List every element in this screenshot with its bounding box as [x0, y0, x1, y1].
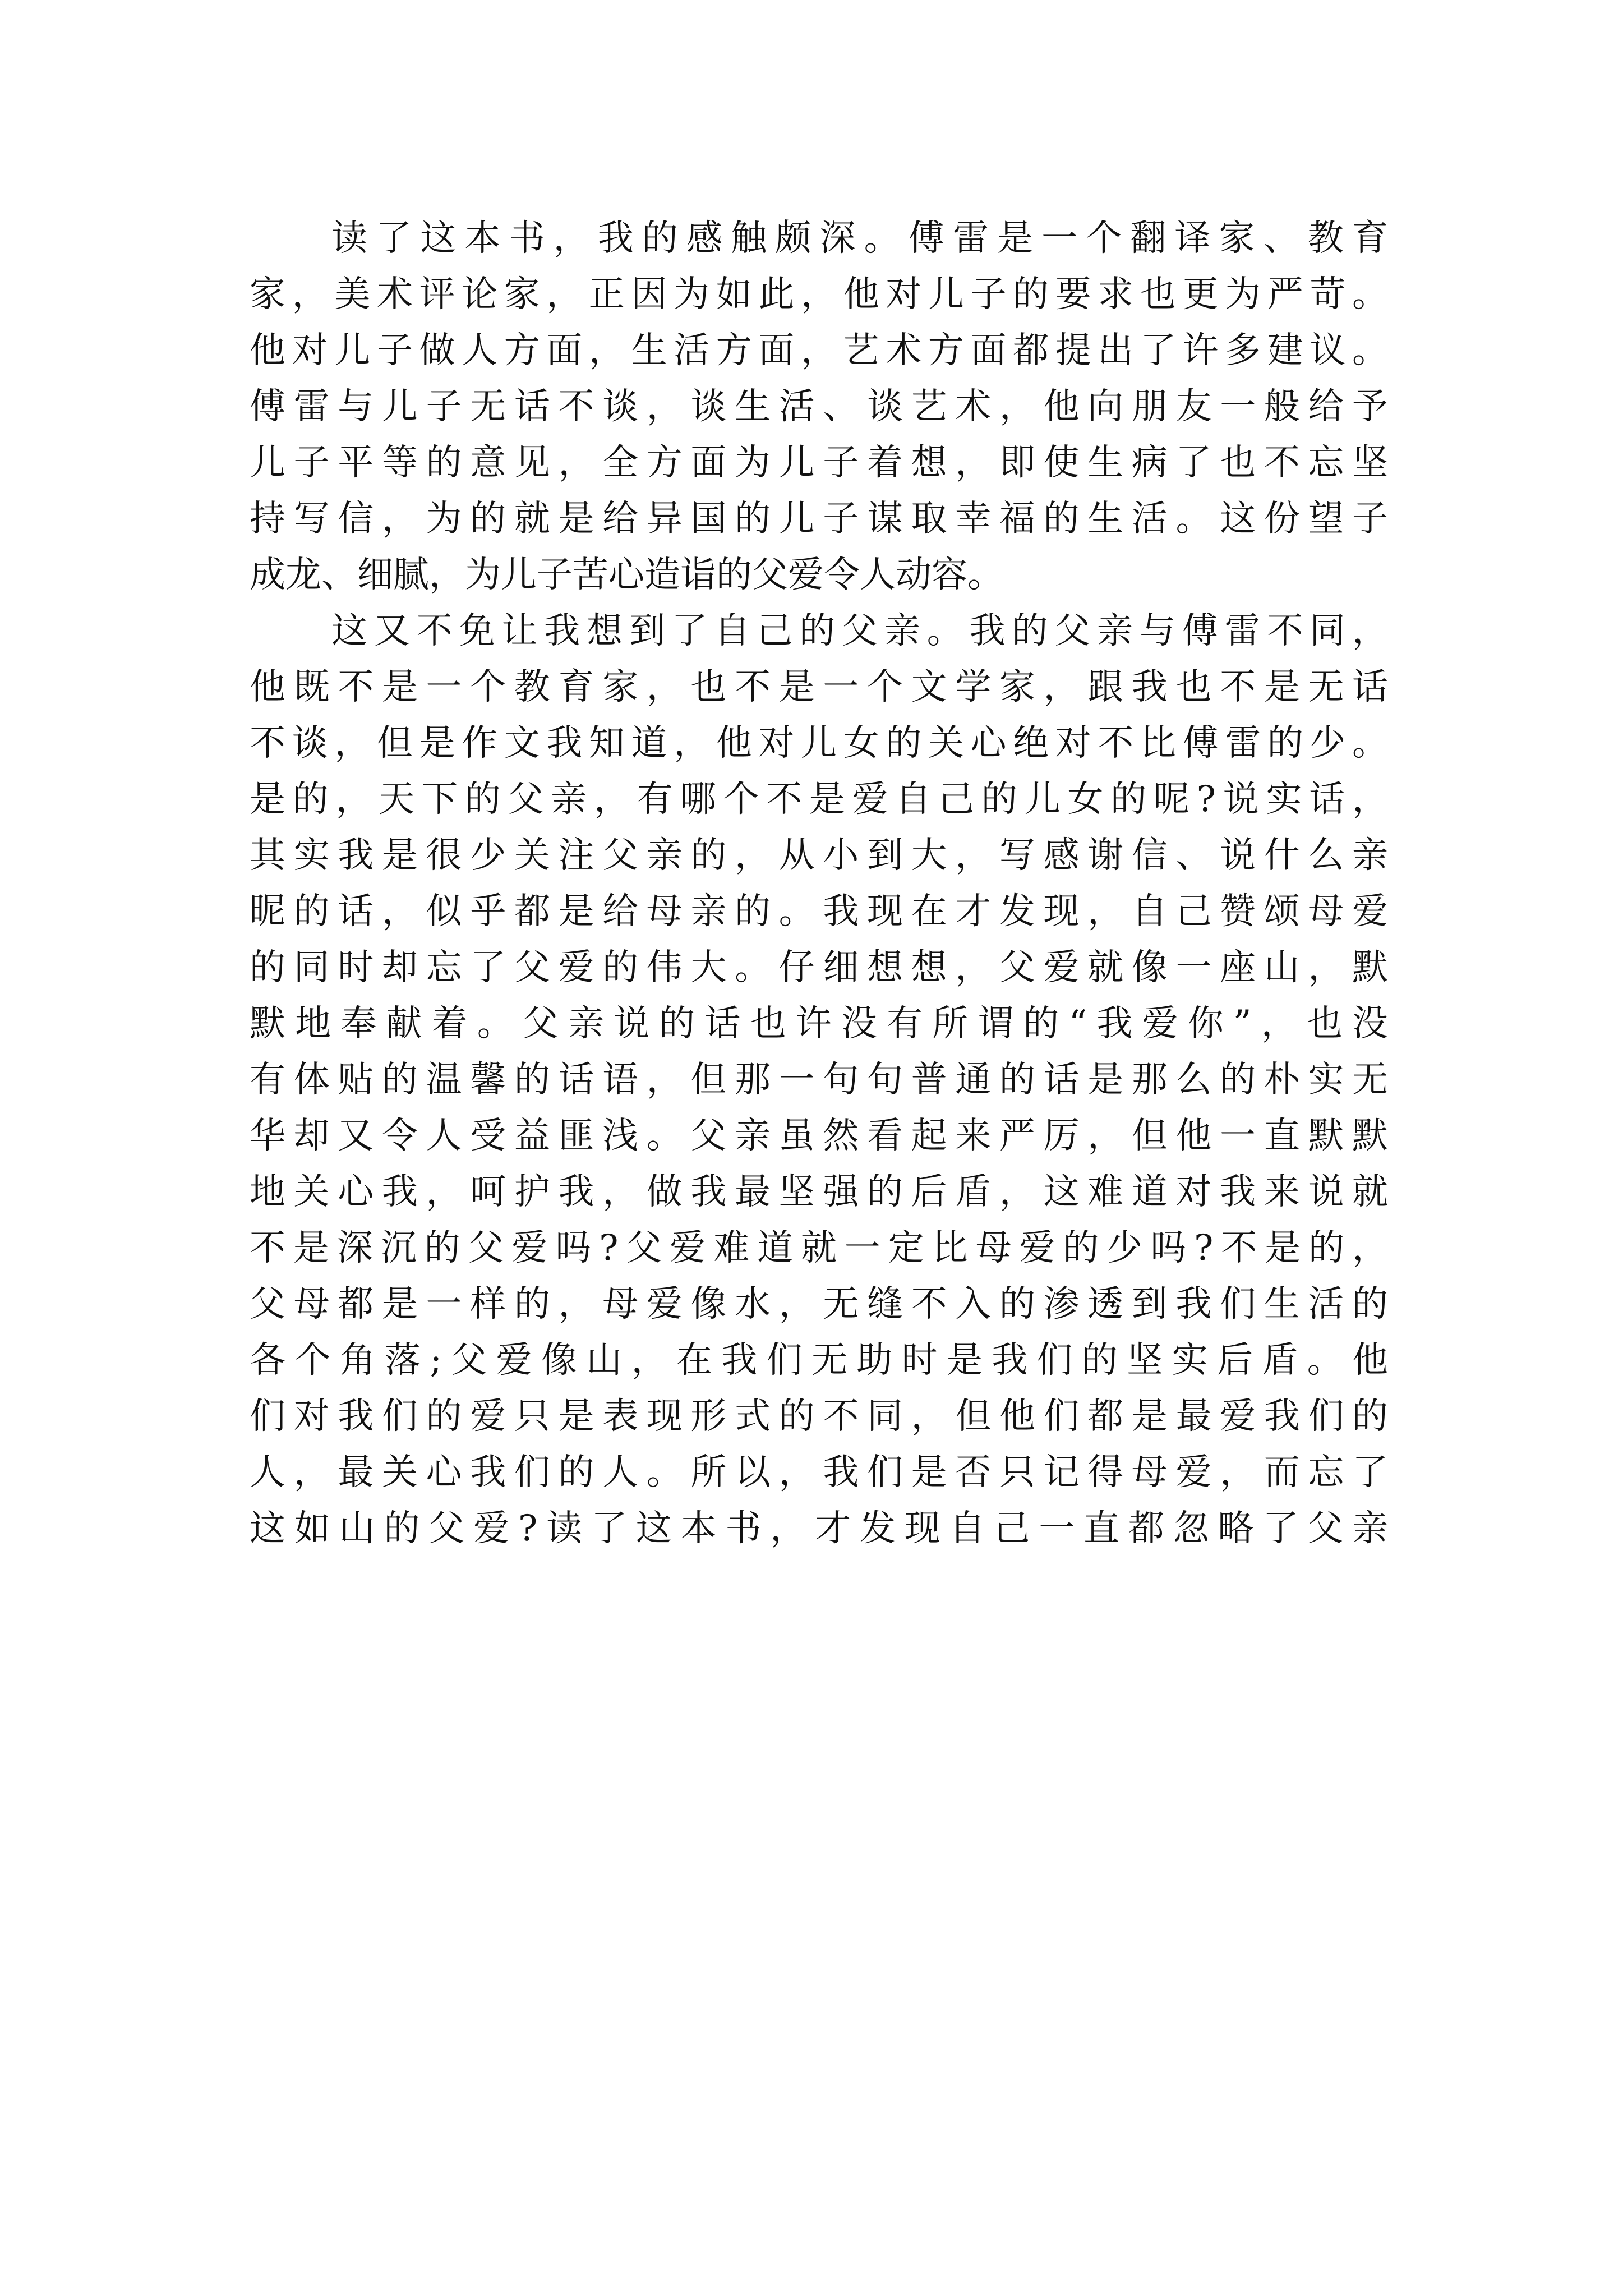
paragraph-2-line-9: 有体贴的温馨的话语，但那一句句普通的话是那么的朴实无: [250, 1059, 1388, 1101]
paragraph-2-line-5: 其实我是很少关注父亲的，从小到大，写感谢信、说什么亲: [250, 835, 1388, 876]
paragraph-1-line-3: 他对儿子做人方面，生活方面，艺术方面都提出了许多建议。: [250, 330, 1388, 371]
paragraph-2-line-14: 各个角落;父爱像山，在我们无助时是我们的坚实后盾。他: [250, 1340, 1388, 1381]
paragraph-2-line-8: 默地奉献着。父亲说的话也许没有所谓的“我爱你”，也没: [250, 1003, 1388, 1045]
paragraph-2-line-11: 地关心我，呵护我，做我最坚强的后盾，这难道对我来说就: [250, 1171, 1388, 1213]
paragraph-2-line-1: 这又不免让我想到了自己的父亲。我的父亲与傅雷不同，: [331, 610, 1388, 652]
paragraph-2-line-12: 不是深沉的父爱吗?父爱难道就一定比母爱的少吗?不是的，: [250, 1227, 1388, 1269]
paragraph-2-line-4: 是的，天下的父亲，有哪个不是爱自己的儿女的呢?说实话，: [250, 779, 1388, 820]
paragraph-1-line-5: 儿子平等的意见，全方面为儿子着想，即使生病了也不忘坚: [250, 442, 1388, 484]
paragraph-2-line-3: 不谈，但是作文我知道，他对儿女的关心绝对不比傅雷的少。: [250, 723, 1388, 764]
paragraph-1-line-2: 家，美术评论家，正因为如此，他对儿子的要求也更为严苛。: [250, 274, 1388, 315]
paragraph-1-line-4: 傅雷与儿子无话不谈，谈生活、谈艺术，他向朋友一般给予: [250, 386, 1388, 427]
paragraph-2-line-15: 们对我们的爱只是表现形式的不同，但他们都是最爱我们的: [250, 1396, 1388, 1437]
paragraph-1-line-6: 持写信，为的就是给异国的儿子谋取幸福的生活。这份望子: [250, 498, 1388, 540]
paragraph-2-line-16: 人，最关心我们的人。所以，我们是否只记得母爱，而忘了: [250, 1452, 1388, 1493]
paragraph-2-line-13: 父母都是一样的，母爱像水，无缝不入的渗透到我们生活的: [250, 1283, 1388, 1325]
paragraph-2-line-2: 他既不是一个教育家，也不是一个文学家，跟我也不是无话: [250, 666, 1388, 708]
paragraph-2-line-17: 这如山的父爱?读了这本书，才发现自己一直都忽略了父亲: [250, 1508, 1388, 1549]
paragraph-2-line-6: 昵的话，似乎都是给母亲的。我现在才发现，自己赞颂母爱: [250, 891, 1388, 932]
paragraph-2-line-7: 的同时却忘了父爱的伟大。仔细想想，父爱就像一座山，默: [250, 947, 1388, 988]
paragraph-2-line-10: 华却又令人受益匪浅。父亲虽然看起来严厉，但他一直默默: [250, 1115, 1388, 1157]
paragraph-1-line-7: 成龙、细腻，为儿子苦心造诣的父爱令人动容。: [250, 554, 1003, 596]
paragraph-1-line-1: 读了这本书，我的感触颇深。傅雷是一个翻译家、教育: [331, 218, 1388, 259]
